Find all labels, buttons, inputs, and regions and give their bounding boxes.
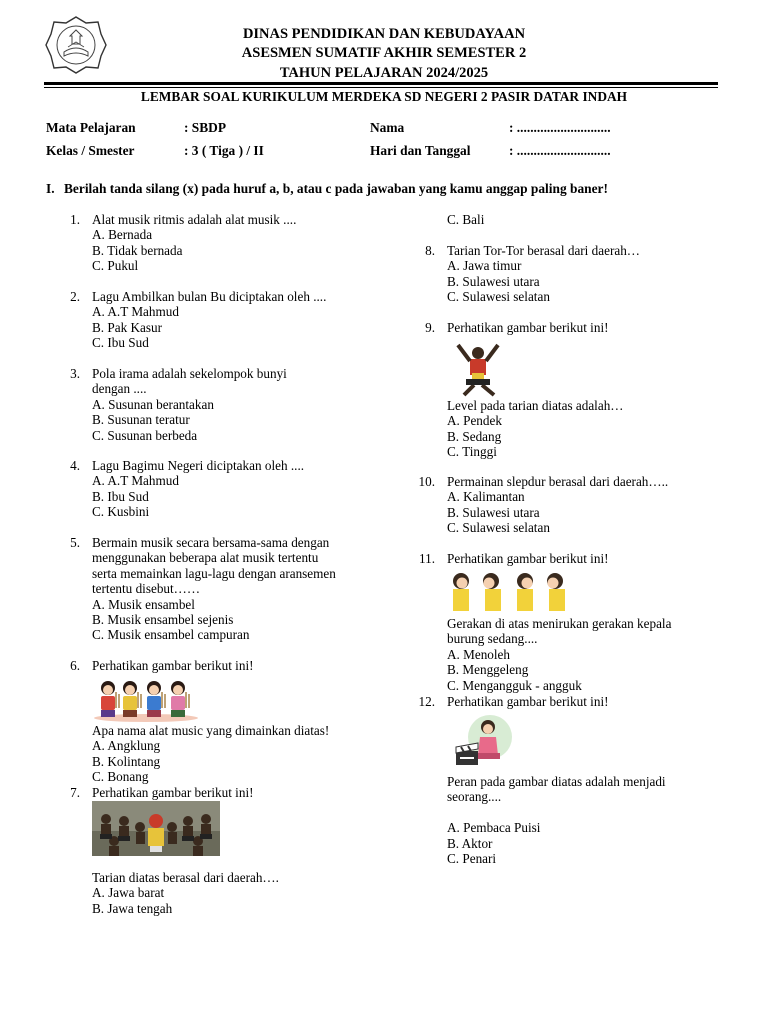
- agency-title: DINAS PENDIDIKAN DAN KEBUDAYAAN: [242, 26, 526, 42]
- question-text: Perhatikan gambar berikut ini!: [447, 694, 609, 709]
- question-number: 7.: [70, 785, 80, 800]
- jumping-dancer-image: [452, 339, 504, 397]
- question-text: menggunakan beberapa alat musik tertentu: [92, 550, 319, 566]
- option-b[interactable]: B. Ibu Sud: [92, 488, 149, 504]
- academic-year: TAHUN PELAJARAN 2024/2025: [279, 65, 489, 81]
- option-c[interactable]: C. Sulawesi selatan: [447, 520, 550, 536]
- date-label: Hari dan Tanggal: [370, 143, 471, 158]
- option-c[interactable]: C. Musik ensambel campuran: [92, 627, 250, 643]
- question-text: Apa nama alat music yang dimainkan diatas!: [92, 723, 330, 738]
- question-number: 6.: [70, 658, 80, 673]
- option-b[interactable]: B. Kolintang: [92, 753, 161, 769]
- question-10: [413, 474, 713, 544]
- question-number: 4.: [70, 458, 80, 473]
- option-c[interactable]: C. Mengangguk - angguk: [447, 677, 582, 693]
- question-2: [58, 289, 378, 359]
- question-text: dengan ....: [92, 381, 147, 397]
- question-text: serta memainkan lagu-lagu dengan aransemen: [92, 565, 336, 581]
- option-c[interactable]: C. Susunan berbeda: [92, 427, 198, 443]
- question-4: [58, 458, 378, 528]
- question-number: 2.: [70, 289, 80, 304]
- option-a[interactable]: A. Bernada: [92, 227, 153, 243]
- question-number: 9.: [425, 320, 435, 335]
- option-a[interactable]: A. Kalimantan: [447, 489, 525, 505]
- question-7-answers: [92, 870, 392, 918]
- question-7-option-c: [447, 212, 707, 228]
- question-text: Bermain musik secara bersama-sama dengan: [92, 535, 330, 550]
- option-b[interactable]: B. Sulawesi utara: [447, 273, 540, 289]
- option-c[interactable]: C. Ibu Sud: [92, 335, 149, 351]
- option-c[interactable]: C. Kusbini: [92, 504, 150, 520]
- option-b[interactable]: B. Tidak bernada: [92, 242, 183, 258]
- question-text: Peran pada gambar diatas adalah menjadi: [447, 774, 666, 789]
- question-number: 5.: [70, 535, 80, 550]
- option-b[interactable]: B. Menggeleng: [447, 662, 529, 678]
- actor-with-clapperboard-image: [452, 711, 514, 769]
- question-text: seorang....: [447, 789, 502, 805]
- section-number: I.: [46, 181, 55, 196]
- question-text: Tarian diatas berasal dari daerah….: [92, 870, 279, 885]
- date-field[interactable]: : ............................: [509, 143, 611, 158]
- option-a[interactable]: A. Pendek: [447, 413, 502, 429]
- option-c[interactable]: C. Bali: [447, 212, 485, 227]
- option-b[interactable]: B. Musik ensambel sejenis: [92, 612, 234, 628]
- header-rule: [44, 82, 718, 85]
- question-text: tertentu disebut……: [92, 581, 201, 597]
- name-field[interactable]: : ............................: [509, 120, 611, 135]
- head-movement-image: [447, 569, 571, 613]
- question-11-answers: [447, 616, 717, 696]
- question-8: [413, 243, 713, 313]
- option-a[interactable]: A. Jawa timur: [447, 258, 522, 274]
- question-11: [413, 551, 713, 569]
- option-b[interactable]: B. Susunan teratur: [92, 412, 190, 428]
- section-instruction: Berilah tanda silang (x) pada huruf a, b, atau c pada jawaban yang kamu anggap paling baner!: [64, 181, 608, 196]
- question-12: [413, 694, 713, 712]
- question-1: [58, 212, 378, 282]
- question-text: Perhatikan gambar berikut ini!: [447, 320, 609, 335]
- angklung-players-image: [92, 676, 200, 722]
- subject-label: Mata Pelajaran: [46, 120, 136, 135]
- question-text: Gerakan di atas menirukan gerakan kepala: [447, 616, 672, 631]
- class-value: : 3 ( Tiga ) / II: [184, 143, 264, 158]
- question-number: 11.: [419, 551, 435, 566]
- question-number: 3.: [70, 366, 80, 381]
- question-text: Level pada tarian diatas adalah…: [447, 398, 624, 413]
- question-9: [413, 320, 713, 338]
- option-a[interactable]: A. A.T Mahmud: [92, 473, 179, 489]
- option-c[interactable]: C. Sulawesi selatan: [447, 289, 550, 305]
- option-a[interactable]: A. Susunan berantakan: [92, 396, 214, 412]
- question-text: Perhatikan gambar berikut ini!: [447, 551, 609, 566]
- option-a[interactable]: A. Musik ensambel: [92, 596, 195, 612]
- option-b[interactable]: B. Aktor: [447, 835, 493, 851]
- option-a[interactable]: A. Jawa barat: [92, 885, 165, 901]
- question-text: Lagu Bagimu Negeri diciptakan oleh ....: [92, 458, 305, 473]
- option-c[interactable]: C. Bonang: [92, 769, 149, 785]
- question-6-answers: [92, 723, 392, 787]
- exam-title: ASESMEN SUMATIF AKHIR SEMESTER 2: [241, 45, 527, 61]
- option-a[interactable]: A. Angklung: [92, 738, 161, 754]
- spacer: [447, 805, 717, 820]
- name-label: Nama: [370, 120, 405, 135]
- class-label: Kelas / Smester: [46, 143, 135, 158]
- question-number: 12.: [418, 694, 435, 709]
- question-text: burung sedang....: [447, 631, 538, 647]
- subject-value: : SBDP: [184, 120, 227, 135]
- question-9-answers: [447, 398, 707, 462]
- question-5: [58, 535, 378, 647]
- question-12-answers: [447, 774, 717, 874]
- question-3: [58, 366, 378, 446]
- question-text: Tarian Tor-Tor berasal dari daerah…: [447, 243, 640, 258]
- question-text: Alat musik ritmis adalah alat musik ....: [92, 212, 297, 227]
- question-number: 10.: [418, 474, 435, 489]
- option-a[interactable]: A. Pembaca Puisi: [447, 820, 541, 836]
- option-c[interactable]: C. Pukul: [92, 258, 139, 274]
- question-number: 1.: [70, 212, 80, 227]
- question-number: 8.: [425, 243, 435, 258]
- question-text: Lagu Ambilkan bulan Bu diciptakan oleh ....: [92, 289, 327, 304]
- option-c[interactable]: C. Tinggi: [447, 444, 497, 460]
- option-b[interactable]: B. Jawa tengah: [92, 900, 173, 916]
- option-c[interactable]: C. Penari: [447, 851, 497, 867]
- header-rule-thin: [44, 87, 718, 88]
- question-text: Perhatikan gambar berikut ini!: [92, 785, 254, 800]
- option-a[interactable]: A. Menoleh: [447, 646, 510, 662]
- option-b[interactable]: B. Pak Kasur: [92, 319, 162, 335]
- kecak-dance-image: [92, 801, 220, 856]
- question-text: Permainan slepdur berasal dari daerah…..: [447, 474, 669, 489]
- option-a[interactable]: A. A.T Mahmud: [92, 304, 179, 320]
- option-b[interactable]: B. Sulawesi utara: [447, 504, 540, 520]
- option-b[interactable]: B. Sedang: [447, 428, 502, 444]
- question-text: Pola irama adalah sekelompok bunyi: [92, 366, 287, 381]
- question-text: Perhatikan gambar berikut ini!: [92, 658, 254, 673]
- sheet-title: LEMBAR SOAL KURIKULUM MERDEKA SD NEGERI 2 PASIR DATAR INDAH: [140, 89, 628, 104]
